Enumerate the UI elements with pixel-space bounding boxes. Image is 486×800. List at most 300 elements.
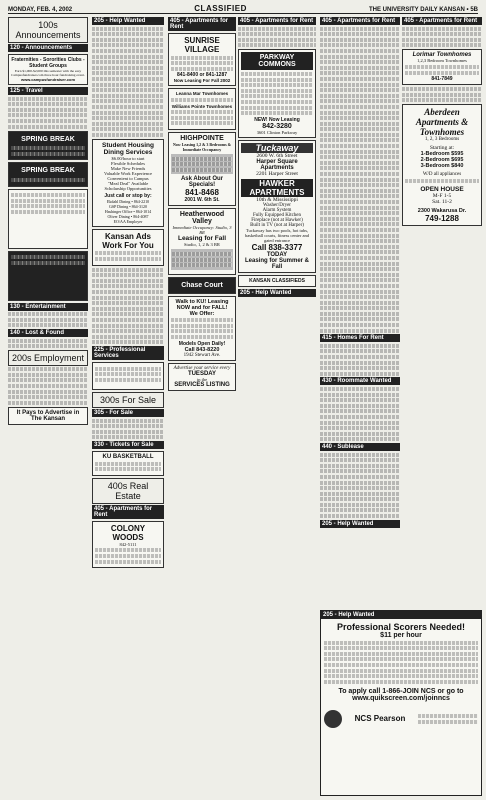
apartments-header: 405 - Apartments for Rent (168, 17, 236, 31)
text-line (320, 88, 400, 92)
help-wanted-header-4: 205 - Help Wanted (321, 611, 481, 619)
text-line (320, 366, 400, 370)
text-line (320, 133, 400, 137)
text-line (171, 335, 233, 339)
spring-break-title-2: SPRING BREAK (21, 167, 75, 175)
ncs-apply[interactable]: To apply call 1-866-JOIN NCS or go to www.quikscreen.com/joinncs (338, 687, 464, 702)
advertise-in: in the (196, 376, 208, 382)
text-line (402, 38, 482, 42)
leanna-title: Leanna Mar Townhomes (175, 91, 229, 97)
aberdeen-appliances: W/D all appliances (422, 172, 462, 178)
text-line (8, 125, 88, 129)
aberdeen-sub: 1, 2, 3 Bedrooms (424, 137, 460, 143)
text-line (320, 83, 400, 87)
text-line (320, 234, 400, 238)
highpointe-specials: Ask About Our Specials! (180, 176, 224, 189)
homes-header: 415 - Homes For Rent (320, 334, 400, 342)
text-line (320, 355, 400, 359)
text-line (92, 133, 164, 137)
text-line (92, 324, 164, 328)
lorimar-phone: 841-7849 (431, 76, 453, 83)
aberdeen-rate-3: 3-Bedroom $840 (420, 163, 464, 170)
text-line (8, 312, 88, 316)
header-section: CLASSIFIED (194, 4, 247, 13)
text-line (320, 27, 400, 31)
text-line (171, 67, 233, 71)
text-line (418, 714, 478, 718)
text-line (402, 43, 482, 47)
aberdeen-phone: 749-1288 (425, 213, 459, 223)
parkway-title: PARKWAY COMMONS (241, 52, 313, 70)
sunrise-leasing: Now Leasing For Fall 2002 (173, 78, 231, 84)
chase-address: 1942 Stewart Ave. (183, 352, 221, 358)
text-line (320, 161, 400, 165)
text-line (402, 87, 482, 91)
text-line (324, 657, 478, 661)
chase-court-details (168, 296, 236, 361)
text-line (320, 409, 400, 413)
text-line (172, 263, 232, 267)
employment-header: 200s Employment (8, 350, 88, 366)
text-line (320, 329, 400, 333)
text-line (11, 193, 85, 197)
text-line (92, 301, 164, 305)
kansan-ads-box (92, 229, 164, 266)
text-line (11, 210, 85, 214)
heatherwood-fall-units: Studio, 1, 2 & 3 BR (184, 242, 220, 248)
help-wanted-header-3: 205 - Help Wanted (320, 520, 400, 528)
text-line (11, 146, 85, 150)
spring-break-title: SPRING BREAK (21, 135, 75, 143)
text-line (320, 55, 400, 59)
text-line (405, 65, 479, 69)
help-wanted-header-2: 205 - Help Wanted (238, 289, 316, 297)
text-line (320, 116, 400, 120)
text-line (320, 469, 400, 473)
text-line (418, 720, 478, 724)
highpointe-address: 2001 W. 6th St. (184, 197, 220, 204)
text-line (241, 78, 313, 82)
text-line (320, 183, 400, 187)
text-line (320, 361, 400, 365)
hawker-leasing: Leasing for Summer & Fall (244, 257, 309, 270)
apartments-header: 405 - Apartments for Rent (238, 17, 316, 25)
text-line (320, 481, 400, 485)
aberdeen-rate-2: 2-Bedroom $695 (420, 157, 464, 164)
text-line (172, 258, 232, 262)
text-line (171, 56, 233, 60)
text-line (402, 98, 482, 102)
text-line (92, 279, 164, 283)
aberdeen-hours-2: Sat. 11-2 (432, 198, 452, 205)
text-line (92, 66, 164, 70)
parkway-phone: 842-3280 (262, 122, 292, 130)
text-line (171, 121, 233, 125)
ncs-pearson-ad (320, 610, 482, 796)
advertise-text: Advertise your service every (173, 365, 231, 371)
williams-title: Williams Pointe Townhomes (171, 103, 233, 109)
text-line (241, 72, 313, 76)
text-line (320, 178, 400, 182)
lost-found-header: 140 - Lost & Found (8, 329, 88, 337)
pays-text: It Pays to Advertise in The Kansan (16, 409, 80, 422)
chase-court-title: Chase Court (181, 281, 223, 289)
text-line (320, 239, 400, 243)
dining-line-6: "Meal Deal" Available (107, 180, 149, 186)
colony-woods-phone: 842-5111 (119, 541, 137, 547)
text-line (320, 508, 400, 512)
aberdeen-rate-1: 1-Bedroom $595 (420, 151, 464, 158)
text-line (171, 324, 233, 328)
text-line (320, 398, 400, 402)
cancun-ad (8, 251, 88, 301)
dining-phone-1: Ekdahl Dining • 864-2210 (106, 198, 150, 204)
dining-phone-4: Oliver Dining • 864-4087 (107, 213, 149, 219)
text-line (92, 60, 164, 64)
text-line (320, 245, 400, 249)
text-line (171, 318, 233, 322)
text-line (320, 250, 400, 254)
text-line (320, 111, 400, 115)
text-line (92, 88, 164, 92)
hawker-feature-3: Fully Equipped Kitchen (252, 212, 302, 218)
text-line (320, 262, 400, 266)
text-line (241, 83, 313, 87)
text-line (95, 554, 161, 558)
traffic-ad (92, 362, 164, 390)
text-line (320, 273, 400, 277)
text-line (320, 211, 400, 215)
text-line (92, 116, 164, 120)
travel-ad (8, 189, 88, 249)
text-line (405, 179, 479, 183)
text-line (8, 384, 88, 388)
text-line (92, 419, 164, 423)
text-line (324, 669, 478, 673)
text-line (238, 43, 316, 47)
text-line (238, 38, 316, 42)
text-line (320, 32, 400, 36)
spring-break-ad-2 (8, 162, 88, 186)
text-line (95, 378, 161, 382)
text-line (320, 344, 400, 348)
text-line (92, 312, 164, 316)
text-line (92, 77, 164, 81)
text-line (92, 435, 164, 439)
ncs-title: Professional Scorers Needed! (336, 622, 466, 632)
aberdeen-hours-1: M-F 1-5 (432, 192, 452, 199)
text-line (320, 138, 400, 142)
text-line (95, 251, 161, 255)
parkway-commons-ad (238, 49, 316, 137)
text-line (92, 290, 164, 294)
text-line (320, 323, 400, 327)
text-line (405, 71, 479, 75)
text-line (8, 401, 88, 405)
heatherwood-ad (168, 208, 236, 274)
text-line (11, 204, 85, 208)
text-line (8, 97, 88, 101)
text-line (92, 318, 164, 322)
text-line (241, 89, 313, 93)
hawker-feature-5: Built in TV (not at Harper) (250, 222, 304, 228)
text-line (11, 152, 85, 156)
announcements-header: 100s Announcements (8, 17, 88, 43)
heatherwood-title: Heatherwood Valley (179, 211, 225, 226)
dining-line-1: $6.00/hour to start (111, 155, 145, 161)
travel-header: 125 - Travel (8, 87, 88, 95)
highpointe-title: HIGHPOINTE (180, 134, 224, 142)
dining-eoe: EO/AA Employer (113, 218, 143, 224)
dining-line-3: Make New Friends (110, 165, 146, 171)
text-line (324, 674, 478, 678)
text-line (92, 105, 164, 109)
text-line (171, 98, 233, 102)
text-line (320, 404, 400, 408)
ncs-pay: $11 per hour (380, 632, 422, 639)
chase-models: Models Open Daily! (178, 340, 226, 347)
text-line (320, 155, 400, 159)
text-line (92, 307, 164, 311)
text-line (320, 206, 400, 210)
text-line (172, 168, 232, 172)
text-line (320, 349, 400, 353)
text-line (92, 49, 164, 53)
text-line (172, 162, 232, 166)
text-line (92, 43, 164, 47)
heatherwood-features (171, 249, 233, 269)
text-line (11, 199, 85, 203)
text-line (8, 102, 88, 106)
dining-title: Student Housing Dining Services (102, 141, 154, 156)
tuckaway-address: 2600 W. 6th Street (256, 152, 298, 159)
text-line (92, 111, 164, 115)
highpointe-leasing: Now Leasing 1,2 & 3 Bedrooms & Immediate Occupancy (172, 141, 232, 152)
prof-services-header: 225 - Professional Services (92, 346, 164, 360)
heatherwood-immediate: Immediate Occupancy: Studio, 3 BR (172, 225, 232, 236)
dining-services-ad (92, 139, 164, 227)
ncs-address-block (418, 712, 478, 725)
text-line (320, 144, 400, 148)
help-wanted-header: 205 - Help Wanted (92, 17, 164, 25)
text-line (320, 71, 400, 75)
text-line (8, 390, 88, 394)
text-line (92, 94, 164, 98)
text-line (92, 268, 164, 272)
parkway-address: 3601 Clinton Parkway (256, 129, 298, 135)
text-line (324, 652, 478, 656)
text-line (320, 38, 400, 42)
heatherwood-fall: Leasing for Fall (177, 235, 227, 243)
text-line (11, 178, 85, 182)
text-line (324, 680, 478, 684)
text-line (320, 306, 400, 310)
text-line (92, 122, 164, 126)
text-line (320, 256, 400, 260)
aberdeen-starting: Starting at: (429, 145, 455, 152)
text-line (171, 329, 233, 333)
hawker-body: Tuckaway has two pools, hot tubs, basketball courts, fitness center and gated entrance (244, 227, 310, 243)
frat-url[interactable]: www.campusfundraiser.com (20, 77, 76, 82)
lorimar-title: Lorimar Townhomes (412, 52, 472, 59)
kansan-ads-title: Kansan Ads Work For You (102, 231, 154, 250)
text-line (320, 372, 400, 376)
text-line (320, 284, 400, 288)
text-line (320, 189, 400, 193)
text-line (402, 32, 482, 36)
text-line (92, 284, 164, 288)
text-line (241, 111, 313, 115)
text-line (92, 127, 164, 131)
text-line (320, 267, 400, 271)
hawker-title: HAWKER APARTMENTS (241, 179, 313, 197)
harper-address: 2201 Harper Street (256, 170, 298, 177)
text-line (11, 261, 85, 265)
page-header (8, 2, 478, 14)
text-line (92, 273, 164, 277)
text-line (92, 38, 164, 42)
text-line (320, 166, 400, 170)
text-line (92, 32, 164, 36)
text-line (92, 424, 164, 428)
chase-phone: Call 843-8220 (184, 346, 220, 353)
text-line (320, 486, 400, 490)
lorimar-sub: 1,2,3 Bedroom Townhomes (417, 58, 467, 64)
text-line (324, 663, 478, 667)
text-line (320, 278, 400, 282)
text-line (92, 329, 164, 333)
tickets-header: 330 - Tickets for Sale (92, 441, 164, 449)
text-line (241, 106, 313, 110)
text-line (320, 497, 400, 501)
text-line (320, 77, 400, 81)
text-line (320, 464, 400, 468)
text-line (320, 290, 400, 294)
text-line (92, 71, 164, 75)
text-line (324, 641, 478, 645)
text-line (320, 421, 400, 425)
text-line (92, 99, 164, 103)
hawker-call: Call 838-3377 (251, 242, 303, 252)
pays-to-advertise-ad (8, 407, 88, 425)
dining-line-2: Flexible Schedules (110, 160, 146, 166)
text-line (8, 367, 88, 371)
colony-woods-title: COLONY WOODS (110, 523, 146, 542)
text-line (8, 119, 88, 123)
text-line (241, 94, 313, 98)
sunrise-title: SUNRISE VILLAGE (184, 36, 220, 54)
text-line (320, 458, 400, 462)
text-line (402, 27, 482, 31)
dining-phone-2: GSP Dining • 864-3120 (108, 203, 148, 209)
text-line (320, 43, 400, 47)
chase-court-sub: Walk to KU! Leasing NOW and for FALL! (175, 298, 229, 311)
text-line (172, 252, 232, 256)
text-line (320, 49, 400, 53)
text-line (320, 172, 400, 176)
text-line (8, 378, 88, 382)
column-3 (168, 16, 236, 798)
hawker-feature-2: Alarm System (262, 207, 292, 213)
text-line (320, 453, 400, 457)
aberdeen-title: Aberdeen Apartments & Townhomes (415, 107, 469, 138)
header-paper: THE UNIVERSITY DAILY KANSAN • 5B (368, 7, 478, 13)
text-line (320, 426, 400, 430)
dining-phone-3: Hashinger Office • 864-1014 (104, 208, 152, 214)
text-line (92, 430, 164, 434)
highpointe-phone: 841-8468 (185, 188, 219, 198)
ku-basketball-title: KU BASKETBALL (102, 453, 154, 460)
spring-break-ad-1 (8, 131, 88, 161)
text-line (95, 372, 161, 376)
text-line (320, 432, 400, 436)
text-line (320, 222, 400, 226)
tuckaway-title: Tuckaway (241, 143, 313, 153)
dining-call: Just call or stop by: (104, 192, 152, 199)
apartments-header: 405 - Apartments for Rent (402, 17, 482, 25)
text-line (320, 415, 400, 419)
text-line (92, 335, 164, 339)
text-line (320, 514, 400, 518)
text-line (320, 492, 400, 496)
ncs-logo-text: NCS Pearson (354, 714, 406, 724)
text-line (320, 437, 400, 441)
sublease-header: 440 - Sublease (320, 443, 400, 451)
text-line (320, 475, 400, 479)
harper-title: Harper Square Apartments (256, 158, 298, 171)
text-line (92, 340, 164, 344)
text-line (320, 99, 400, 103)
text-line (8, 318, 88, 322)
text-line (320, 94, 400, 98)
text-line (92, 296, 164, 300)
text-line (95, 548, 161, 552)
for-sale-subheader: 305 - For Sale (92, 409, 164, 417)
hawker-today: TODAY (266, 251, 288, 258)
roommate-header: 430 - Roommate Wanted (320, 377, 400, 385)
text-line (320, 122, 400, 126)
text-line (320, 150, 400, 154)
chase-court-ad (168, 277, 236, 294)
text-line (320, 194, 400, 198)
chase-court-offer: We Offer: (189, 310, 215, 317)
text-line (92, 27, 164, 31)
announcements-subheader: 120 - Announcements (8, 44, 88, 52)
text-line (92, 83, 164, 87)
text-line (238, 27, 316, 31)
text-line (320, 200, 400, 204)
text-line (238, 32, 316, 36)
text-line (8, 344, 88, 348)
ncs-footer (324, 710, 478, 728)
header-date: MONDAY, FEB. 4, 2002 (8, 7, 73, 13)
text-line (320, 127, 400, 131)
text-line (8, 108, 88, 112)
text-line (320, 60, 400, 64)
hawker-feature-1: Washer/Dryer (263, 202, 291, 208)
dining-line-7: Scholarship Opportunities (104, 185, 152, 191)
text-line (8, 323, 88, 327)
text-line (320, 105, 400, 109)
text-line (172, 157, 232, 161)
colony-woods-ad (92, 521, 164, 568)
entertainment-header: 130 - Entertainment (8, 303, 88, 311)
text-line (241, 100, 313, 104)
apartments-header: 405 - Apartments for Rent (92, 505, 164, 519)
tuckaway-ad (238, 140, 316, 273)
real-estate-header: 400s Real Estate (92, 478, 164, 504)
text-line (320, 217, 400, 221)
